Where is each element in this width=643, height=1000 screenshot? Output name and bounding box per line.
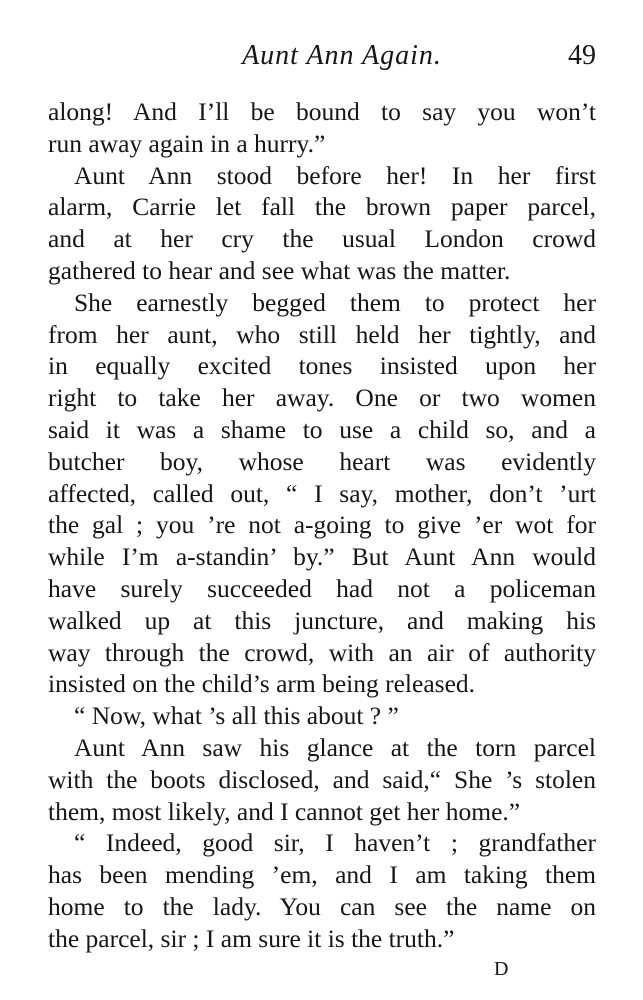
text-line: gathered to hear and see what was the matter. — [48, 255, 511, 285]
body-text — [48, 96, 596, 955]
text-line: affected, called out, “ I say, mother, don’t ’urt — [48, 478, 596, 508]
text-line: them, most likely, and I cannot get her home.” — [48, 796, 521, 826]
text-line: run away again in a hurry.” — [48, 128, 326, 158]
text-line: while I’m a-standin’ by.” But Aunt Ann would — [48, 542, 596, 572]
running-head — [48, 40, 596, 80]
text-line: She earnestly begged them to protect her — [74, 287, 596, 317]
text-line: from her aunt, who still held her tightly, and — [48, 319, 596, 349]
signature-mark: D — [494, 958, 509, 980]
text-line: “ Now, what ’s all this about ? ” — [74, 701, 399, 731]
text-line: along! And I’ll be bound to say you won’t — [48, 97, 596, 126]
text-line: “ Indeed, good sir, I haven’t ; grandfather — [74, 828, 596, 858]
text-line: way through the crowd, with an air of authority — [48, 637, 596, 667]
text-line: insisted on the child’s arm being released. — [48, 669, 476, 699]
text-line: home to the lady. You can see the name on — [48, 891, 596, 921]
text-line: right to take her away. One or two women — [48, 383, 596, 413]
text-line: the parcel, sir ; I am sure it is the truth.” — [48, 923, 455, 953]
text-line: the gal ; you ’re not a-going to give ’er wot for — [48, 510, 596, 540]
text-line: Aunt Ann stood before her! In her first — [74, 160, 596, 190]
text-line: Aunt Ann saw his glance at the torn parcel — [74, 732, 596, 762]
text-line: alarm, Carrie let fall the brown paper parcel, — [48, 192, 596, 222]
running-title: Aunt Ann Again. — [242, 40, 442, 71]
text-line: and at her cry the usual London crowd — [48, 224, 596, 254]
text-line: walked up at this juncture, and making his — [48, 605, 596, 635]
text-line: butcher boy, whose heart was evidently — [48, 446, 596, 476]
text-line: with the boots disclosed, and said,“ She ’s stolen — [48, 764, 596, 794]
text-line: said it was a shame to use a child so, and a — [48, 414, 596, 444]
text-line: has been mending ’em, and I am taking them — [48, 860, 596, 890]
text-line: have surely succeeded had not a policeman — [48, 573, 596, 603]
text-line: in equally excited tones insisted upon her — [48, 351, 596, 381]
page-number: 49 — [568, 40, 596, 71]
